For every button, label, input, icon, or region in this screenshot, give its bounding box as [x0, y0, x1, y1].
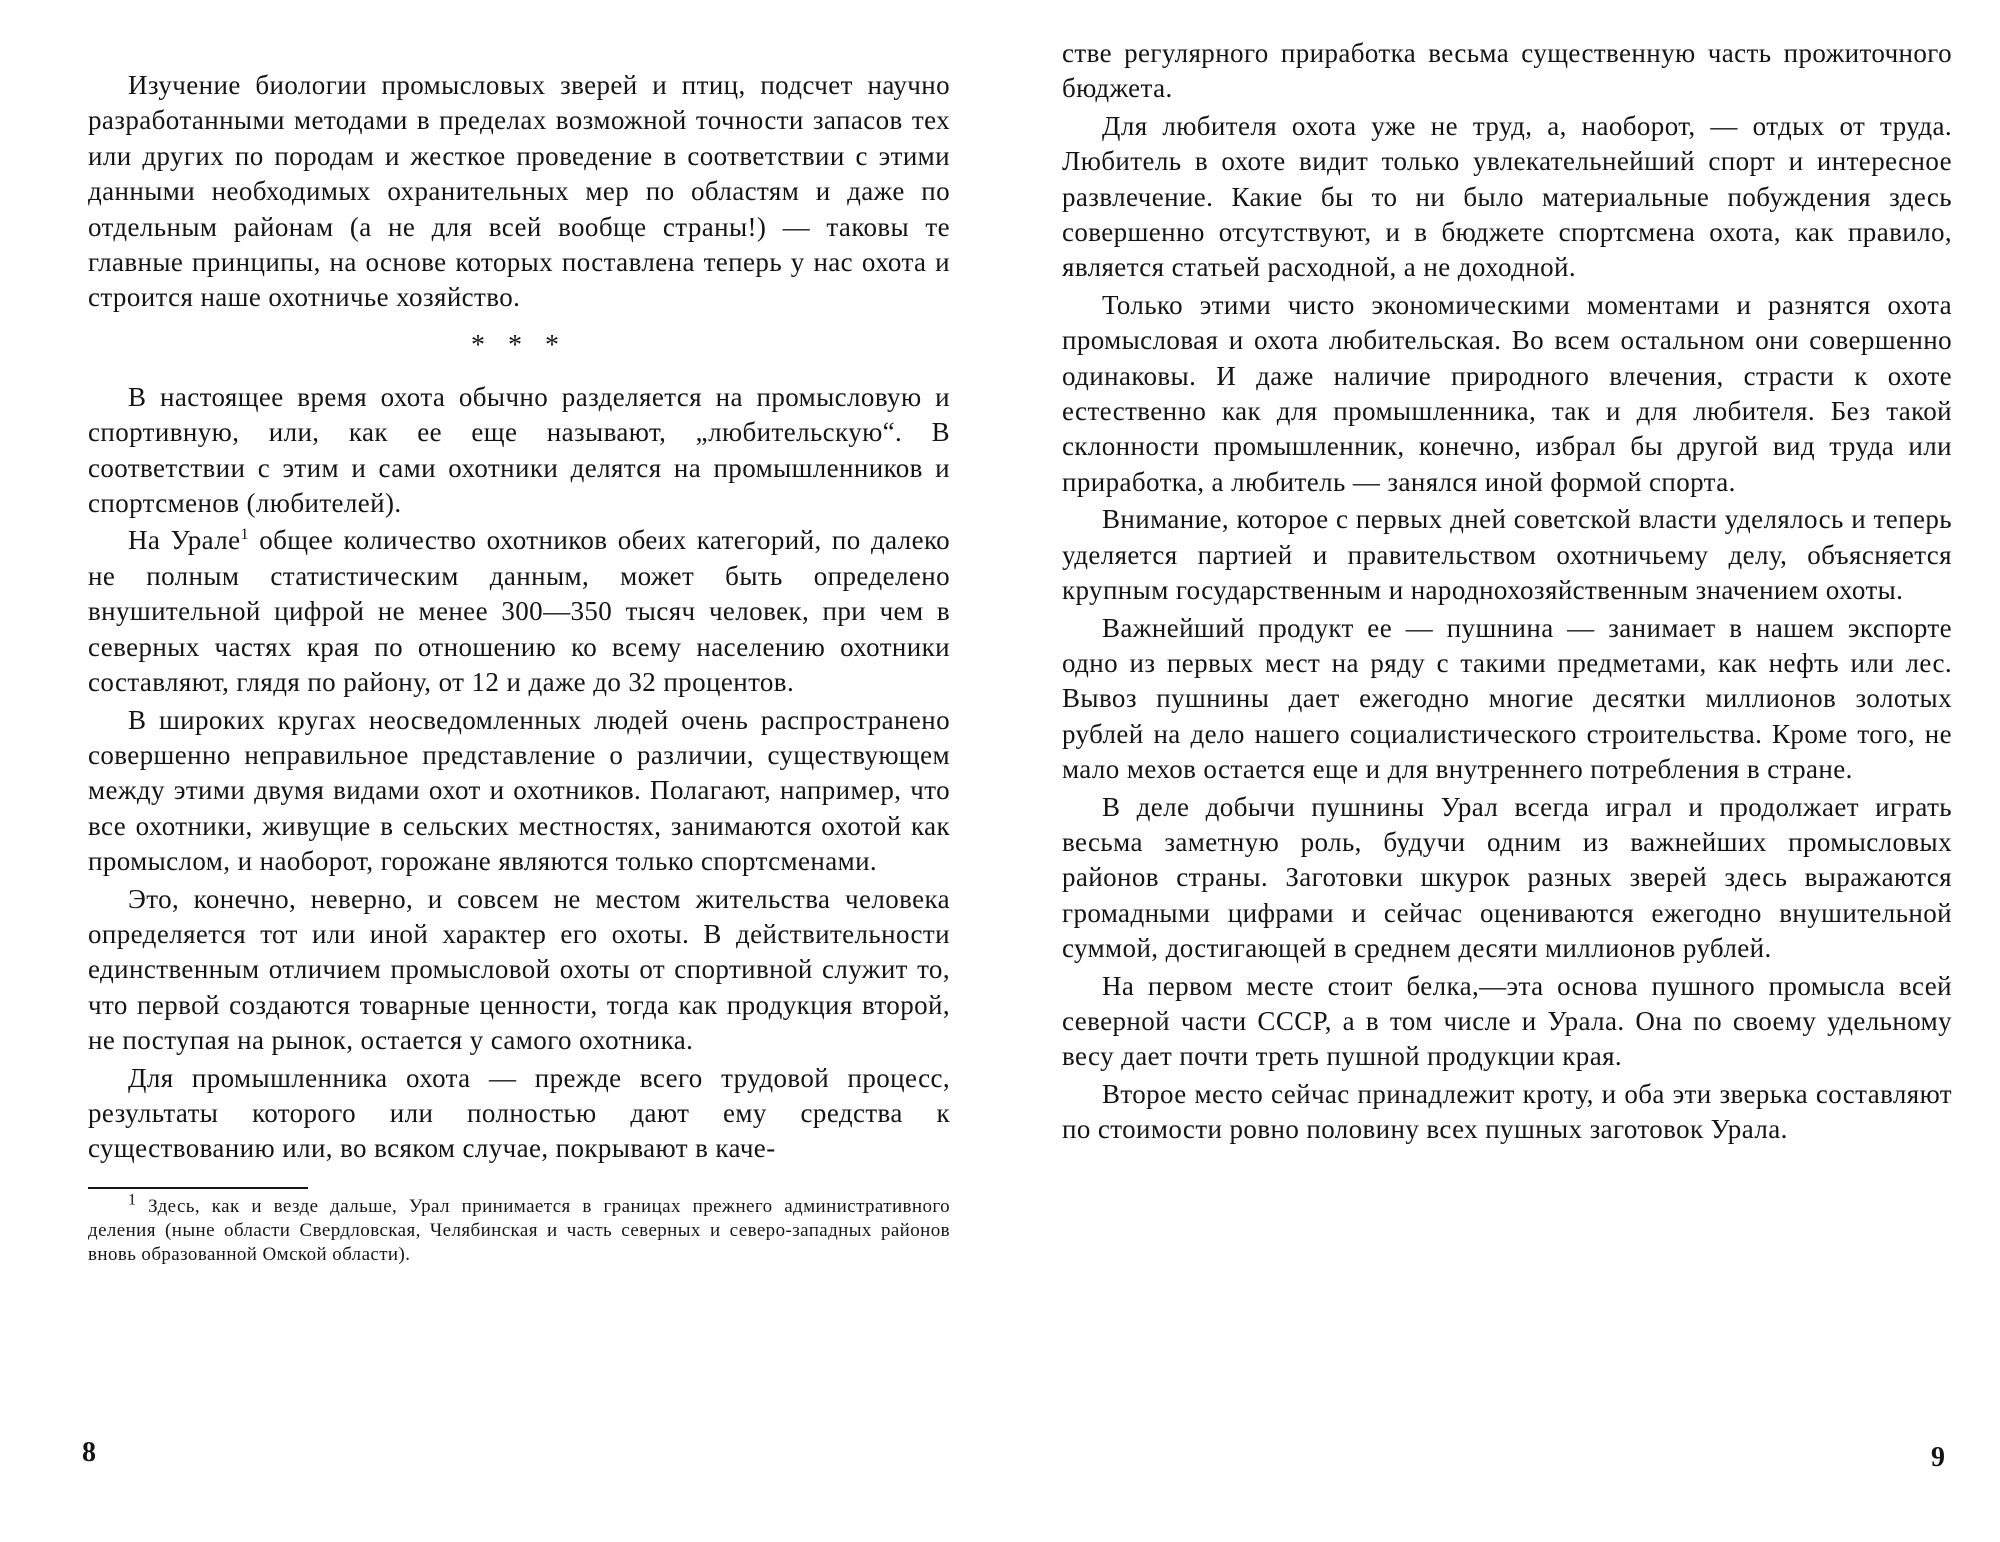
footnote-rule [88, 1187, 308, 1189]
paragraph-intro: Изучение биологии промысловых зверей и птиц, подсчет научно разработанными методами в пределах возможной точности запасов тех или других по породам и жесткое проведение в соответствии с этими данными необходимых охранительных мер по областям и даже по отдельным районам (а не для всей вообще страны!) — таковы те главные принципы, на основе которых поставлена теперь у нас охота и строится наше охотничье хозяйство. [88, 70, 950, 313]
footnote-marker: 1 [128, 1191, 137, 1209]
footnote-text: Здесь, как и везде дальше, Урал принимается в границах прежнего административного деления (ныне области Свердловская, Челябинская и часть северных и северо-западных районов вновь образованной Омской области). [88, 1195, 950, 1265]
paragraph: Для любителя охота уже не труд, а, наоборот, — отдых от труда. Любитель в охоте видит только увлекательнейший спорт и интересное развлечение. Какие бы то ни было материальные побуждения здесь совершенно отсутствуют, и в бюджете спортсмена охота, как правило, является статьей расходной, а не доходной. [1062, 110, 1952, 283]
paragraph: Это, конечно, неверно, и совсем не местом жительства человека определяется тот или иной характер его охоты. В действительности единственным отличием промысловой охоты от спортивной служит то, что первой создаются товарные ценности, тогда как продукция второй, не поступая на рынок, остается у самого охотника. [88, 883, 950, 1056]
footnote [88, 1191, 950, 1267]
paragraph: Второе место сейчас принадлежит кроту, и оба эти зверька составляют по стоимости ровно половину всех пушных заготовок Урала. [1062, 1078, 1952, 1145]
ural-text: общее количество охотников обеих категорий, по далеко не полным статистическим данным, может быть определено внушительной цифрой не менее 300—350 тысяч человек, при чем в северных частях края по отношению ко всему населению охотники составляют, глядя по району, от 12 и даже до 32 процентов. [88, 525, 951, 698]
paragraph-continuation: стве регулярного приработка весьма существенную часть прожиточного бюджета. [1062, 38, 1952, 104]
paragraph: Важнейший продукт ее — пушнина — занимает в нашем экспорте одно из первых мест на ряду с такими предметами, как нефть или лес. Вывоз пушнины дает ежегодно многие десятки миллионов золотых рублей на дело нашего социалистического строительства. Кроме того, не мало мехов остается еще и для внутреннего потребления в стране. [1062, 612, 1952, 785]
page-number-left: 8 [82, 1437, 96, 1468]
paragraph: Для промышленника охота — прежде всего трудовой процесс, результаты которого или полностью дают ему средства к существованию или, во всяком случае, покрывают в каче- [88, 1062, 950, 1164]
paragraph: В деле добычи пушнины Урал всегда играл и продолжает играть весьма заметную роль, будучи одним из важнейших промысловых районов страны. Заготовки шкурок разных зверей здесь выражаются громадными цифрами и сейчас оцениваются ежегодно внушительной суммой, достигающей в среднем десяти миллионов рублей. [1062, 791, 1952, 964]
paragraph-ural [88, 523, 950, 700]
page-number-right: 9 [1931, 1442, 1945, 1473]
right-page [1062, 0, 1952, 1148]
paragraph: Внимание, которое с первых дней советской власти уделялось и теперь уделяется партией и правительством охотничьему делу, объясняется крупным государственным и народнохозяйственным значением охоты. [1062, 504, 1952, 606]
paragraph: В настоящее время охота обычно разделяется на промысловую и спортивную, или, как ее еще называют, „любительскую“. В соответствии с этим и сами охотники делятся на промышленников и спортсменов (любителей). [88, 381, 950, 519]
paragraph: Только этими чисто экономическими моментами и разнятся охота промысловая и охота любительская. Во всем остальном они совершенно одинаковы. И даже наличие природного влечения, страсти к охоте естественно как для промышленника, так и для любителя. Без такой склонности промышленник, конечно, избрал бы другой вид труда или приработка, а любитель — занялся иной формой спорта. [1062, 289, 1952, 497]
section-separator: * * * [471, 329, 567, 361]
left-page [88, 0, 950, 1267]
paragraph: На первом месте стоит белка,—эта основа пушного промысла всей северной части СССР, а в том числе и Урала. Она по своему удельному весу дает почти треть пушной продукции края. [1062, 970, 1952, 1072]
ural-lead: На Урале [128, 525, 241, 556]
paragraph: В широких кругах неосведомленных людей очень распространено совершенно неправильное представление о различии, существующем между этими двумя видами охот и охотников. Полагают, например, что все охотники, живущие в сельских местностях, занимаются охотой как промыслом, и наоборот, горожане являются только спортсменами. [88, 704, 950, 877]
footnote-ref: 1 [240, 526, 249, 544]
